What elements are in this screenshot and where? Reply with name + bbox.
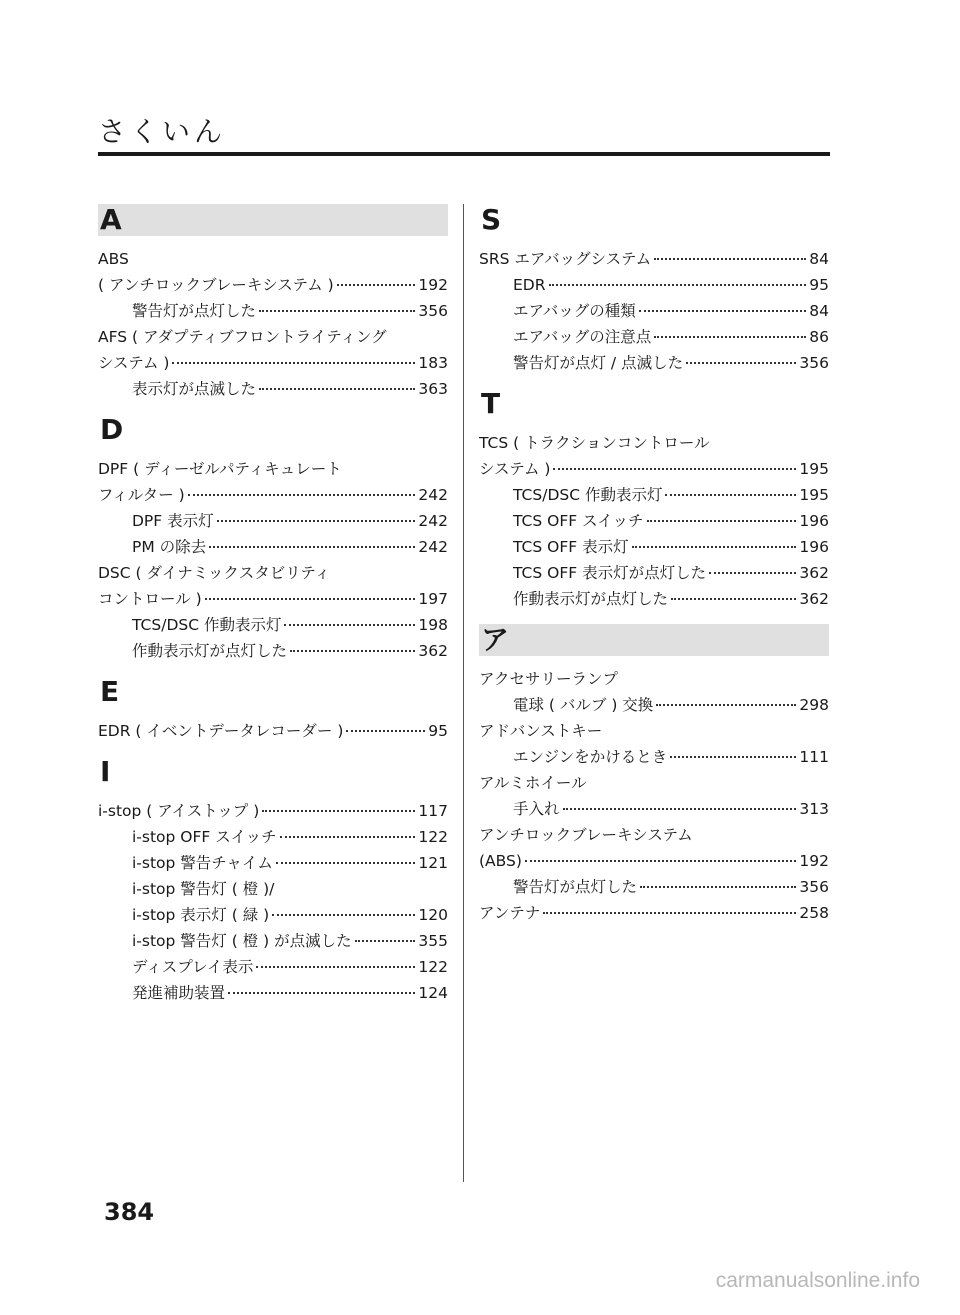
leader-dots <box>709 572 796 574</box>
entry-text: 警告灯が点灯 / 点滅した <box>513 354 684 372</box>
entry-text: アドバンストキー <box>479 722 603 740</box>
entry-text: ディスプレイ表示 <box>132 958 254 976</box>
entry-page-number: 192 <box>418 276 448 294</box>
section-letter: D <box>100 413 124 446</box>
entry-text: コントロール ) <box>98 590 202 608</box>
leader-dots <box>647 520 797 522</box>
index-subentry <box>479 350 829 376</box>
entry-text: 手入れ <box>513 800 560 818</box>
index-entry <box>479 456 829 482</box>
index-subentry <box>98 928 448 954</box>
index-entry <box>98 718 448 744</box>
leader-dots <box>355 940 416 942</box>
leader-dots <box>259 388 415 390</box>
leader-dots <box>217 520 416 522</box>
index-subentry <box>479 482 829 508</box>
entry-page-number: 86 <box>809 328 829 346</box>
index-entry <box>479 718 829 744</box>
leader-dots <box>172 362 415 364</box>
index-subentry <box>98 638 448 664</box>
leader-dots <box>671 598 796 600</box>
entry-page-number: 355 <box>418 932 448 950</box>
entry-page-number: 313 <box>799 800 829 818</box>
entry-page-number: 192 <box>799 852 829 870</box>
index-subentry <box>479 298 829 324</box>
index-subentry <box>98 612 448 638</box>
index-subentry <box>479 586 829 612</box>
leader-dots <box>656 704 796 706</box>
entry-page-number: 84 <box>809 250 829 268</box>
page-title: さくいん <box>98 115 227 148</box>
leader-dots <box>262 810 415 812</box>
entry-text: アクセサリーランプ <box>479 670 619 688</box>
entry-page-number: 195 <box>799 460 829 478</box>
leader-dots <box>640 886 796 888</box>
index-entry <box>479 666 829 692</box>
entry-text: i-stop 警告チャイム <box>132 854 273 872</box>
leader-dots <box>188 494 416 496</box>
leader-dots <box>553 468 796 470</box>
entry-text: フィルター ) <box>98 486 185 504</box>
entry-text: エアバッグの種類 <box>513 302 636 320</box>
entry-text: i-stop 警告灯 ( 橙 ) が点滅した <box>132 932 352 950</box>
entry-text: 電球 ( バルブ ) 交換 <box>513 696 654 714</box>
leader-dots <box>686 362 796 364</box>
index-subentry <box>479 874 829 900</box>
entry-text: アンテナ <box>479 904 541 922</box>
index-entry <box>98 246 448 272</box>
entry-page-number: 242 <box>418 538 448 556</box>
entry-page-number: 356 <box>799 878 829 896</box>
index-entry <box>98 272 448 298</box>
entry-text: SRS エアバッグシステム <box>479 250 652 268</box>
entry-text: TCS OFF スイッチ <box>513 512 644 530</box>
leader-dots <box>632 546 797 548</box>
index-subentry <box>98 902 448 928</box>
entry-text: アルミホイール <box>479 774 587 792</box>
leader-dots <box>670 756 796 758</box>
entry-text: システム ) <box>98 354 170 372</box>
entry-page-number: 84 <box>809 302 829 320</box>
index-subentry <box>98 850 448 876</box>
entry-text: TCS OFF 表示灯が点灯した <box>513 564 707 582</box>
index-entry <box>479 822 829 848</box>
entry-text: i-stop OFF スイッチ <box>132 828 277 846</box>
index-entry <box>479 900 829 926</box>
index-subentry <box>479 534 829 560</box>
entry-text: アンチロックブレーキシステム <box>479 826 693 844</box>
entry-text: i-stop ( アイストップ ) <box>98 802 260 820</box>
entry-text: TCS/DSC 作動表示灯 <box>132 616 282 634</box>
entry-page-number: 362 <box>799 564 829 582</box>
index-subentry <box>98 534 448 560</box>
entry-page-number: 117 <box>418 802 448 820</box>
entry-page-number: 363 <box>418 380 448 398</box>
entry-page-number: 362 <box>418 642 448 660</box>
entry-page-number: 362 <box>799 590 829 608</box>
entry-page-number: 197 <box>418 590 448 608</box>
entry-text: 警告灯が点灯した <box>513 878 638 896</box>
index-entry <box>479 430 829 456</box>
leader-dots <box>272 914 415 916</box>
index-entry <box>479 246 829 272</box>
entry-text: (ABS) <box>479 852 522 870</box>
index-entry <box>98 324 448 350</box>
entry-text: 表示灯が点滅した <box>132 380 257 398</box>
leader-dots <box>276 862 416 864</box>
entry-text: システム ) <box>479 460 551 478</box>
entry-page-number: 124 <box>418 984 448 1002</box>
entry-page-number: 196 <box>799 512 829 530</box>
entry-text: DPF ( ディーゼルパティキュレート <box>98 460 342 478</box>
title-rule <box>98 152 830 156</box>
leader-dots <box>665 494 796 496</box>
column-divider <box>463 204 464 1182</box>
entry-text: TCS/DSC 作動表示灯 <box>513 486 663 504</box>
leader-dots <box>543 912 796 914</box>
leader-dots <box>205 598 416 600</box>
entry-page-number: 95 <box>809 276 829 294</box>
entry-page-number: 356 <box>418 302 448 320</box>
leader-dots <box>525 860 797 862</box>
entry-page-number: 122 <box>418 958 448 976</box>
index-column-left <box>98 204 448 1006</box>
index-subentry <box>98 376 448 402</box>
leader-dots <box>209 546 415 548</box>
entry-text: i-stop 表示灯 ( 緑 ) <box>132 906 270 924</box>
page-number: 384 <box>104 1198 155 1226</box>
section-letter: S <box>481 203 502 236</box>
watermark: carmanualsonline.info <box>715 1269 920 1292</box>
entry-page-number: 121 <box>418 854 448 872</box>
entry-text: ( アンチロックブレーキシステム ) <box>98 276 334 294</box>
entry-text: 警告灯が点灯した <box>132 302 257 320</box>
section-letter: ア <box>479 624 829 656</box>
entry-text: エンジンをかけるとき <box>513 748 668 766</box>
index-subentry <box>479 508 829 534</box>
entry-page-number: 95 <box>428 722 448 740</box>
leader-dots <box>346 730 425 732</box>
index-subentry <box>479 744 829 770</box>
index-entry <box>479 770 829 796</box>
leader-dots <box>284 624 415 626</box>
index-entry <box>98 560 448 586</box>
entry-text: 作動表示灯が点灯した <box>132 642 288 660</box>
leader-dots <box>256 966 415 968</box>
entry-text: ABS <box>98 250 129 268</box>
entry-text: PM の除去 <box>132 538 207 556</box>
entry-page-number: 258 <box>799 904 829 922</box>
index-entry <box>479 848 829 874</box>
entry-text: TCS ( トラクションコントロール <box>479 434 710 452</box>
index-entry <box>98 456 448 482</box>
entry-text: AFS ( アダプティブフロントライティング <box>98 328 387 346</box>
index-subentry <box>479 560 829 586</box>
entry-page-number: 242 <box>418 486 448 504</box>
entry-page-number: 122 <box>418 828 448 846</box>
section-letter: T <box>481 387 501 420</box>
leader-dots <box>654 258 806 260</box>
entry-page-number: 298 <box>799 696 829 714</box>
index-subentry <box>98 954 448 980</box>
leader-dots <box>290 650 415 652</box>
entry-text: EDR ( イベントデータレコーダー ) <box>98 722 344 740</box>
leader-dots <box>549 284 807 286</box>
entry-page-number: 183 <box>418 354 448 372</box>
entry-text: TCS OFF 表示灯 <box>513 538 629 556</box>
leader-dots <box>639 310 807 312</box>
index-subentry <box>98 980 448 1006</box>
index-entry <box>98 798 448 824</box>
entry-page-number: 356 <box>799 354 829 372</box>
index-entry <box>98 482 448 508</box>
entry-text: DPF 表示灯 <box>132 512 214 530</box>
leader-dots <box>280 836 416 838</box>
index-subentry <box>479 692 829 718</box>
entry-page-number: 111 <box>799 748 829 766</box>
index-subentry <box>98 876 448 902</box>
section-letter: A <box>98 204 448 236</box>
index-subentry <box>98 298 448 324</box>
entry-page-number: 196 <box>799 538 829 556</box>
index-entry <box>98 586 448 612</box>
index-subentry <box>98 508 448 534</box>
leader-dots <box>654 336 806 338</box>
leader-dots <box>228 992 415 994</box>
entry-page-number: 198 <box>418 616 448 634</box>
leader-dots <box>259 310 415 312</box>
index-entry <box>98 350 448 376</box>
entry-page-number: 242 <box>418 512 448 530</box>
entry-page-number: 120 <box>418 906 448 924</box>
index-subentry <box>98 824 448 850</box>
index-column-right <box>479 204 829 926</box>
entry-text: 発進補助装置 <box>132 984 226 1002</box>
index-subentry <box>479 272 829 298</box>
entry-text: 作動表示灯が点灯した <box>513 590 669 608</box>
section-letter: I <box>100 755 111 788</box>
index-subentry <box>479 796 829 822</box>
entry-text: i-stop 警告灯 ( 橙 )/ <box>132 880 275 898</box>
leader-dots <box>337 284 416 286</box>
entry-text: EDR <box>513 276 546 294</box>
entry-page-number: 195 <box>799 486 829 504</box>
section-letter: E <box>100 675 120 708</box>
index-subentry <box>479 324 829 350</box>
entry-text: DSC ( ダイナミックスタビリティ <box>98 564 331 582</box>
leader-dots <box>563 808 797 810</box>
entry-text: エアバッグの注意点 <box>513 328 652 346</box>
